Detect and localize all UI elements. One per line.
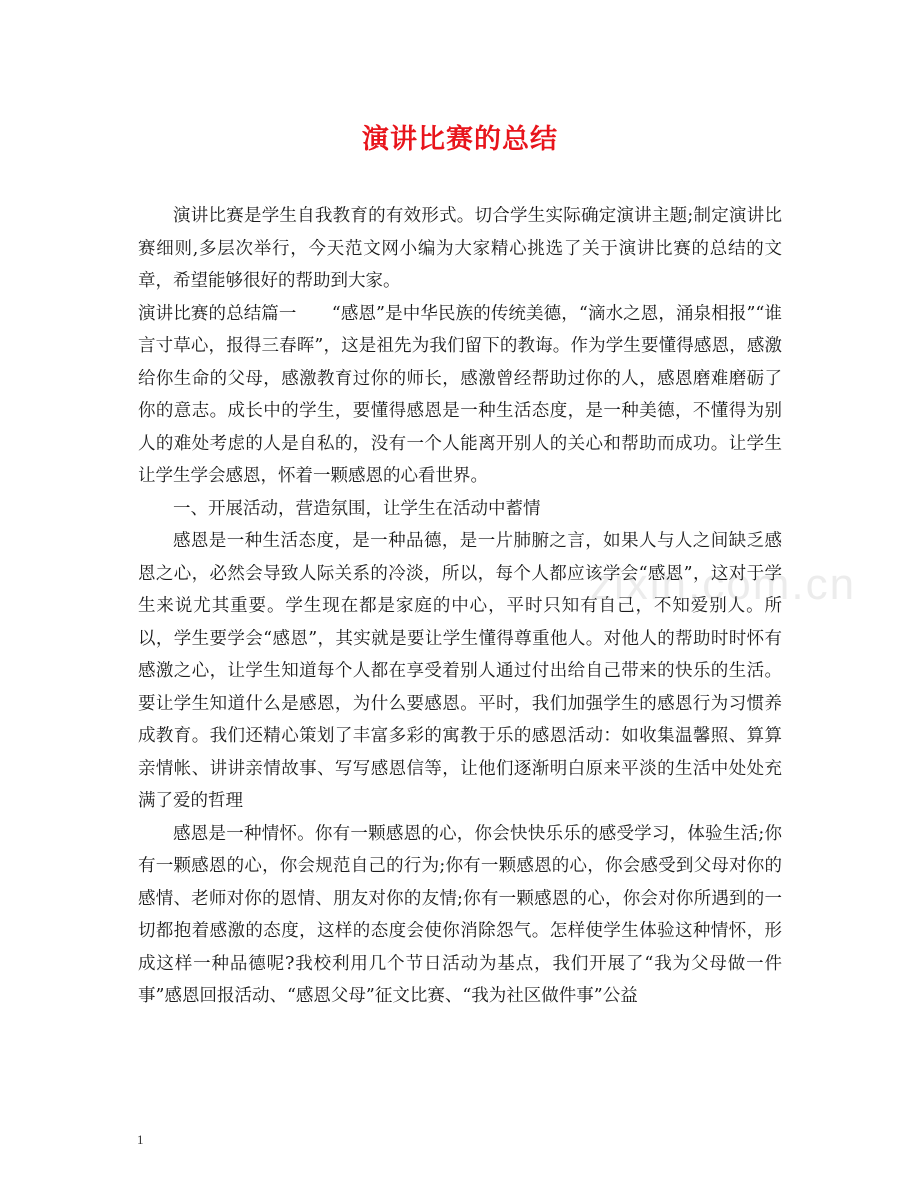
paragraph-intro: 演讲比赛是学生自我教育的有效形式。切合学生实际确定演讲主题;制定演讲比赛细则,多层次举行，今天范文网小编为大家精心挑选了关于演讲比赛的总结的文章，希望能够很好的帮助到大家。 [138, 206, 782, 291]
watermark: zixin.com.cn [590, 560, 857, 609]
page-number: 1 [137, 1132, 144, 1147]
heading-activities: 一、开展活动，营造氛围，让学生在活动中蓄情 [173, 498, 541, 519]
paragraph-section-one: 演讲比赛的总结篇一 “感恩”是中华民族的传统美德，“滴水之恩，涌泉相报”“谁言寸草心，报得三春晖”，这是祖先为我们留下的教诲。作为学生要懂得感恩，感激给你生命的父母，感激教育过你的师长，感激曾经帮助过你的人，感恩磨难磨砺了你的意志。成长中的学生，要懂得感恩是一种生活态度，是一种美德，不懂得为别人的难处考虑的人是自私的，没有一个人能离开别人的关心和帮助而成功。让学生让学生学会感恩，怀着一颗感恩的心看世界。 [138, 303, 782, 486]
document-body [138, 200, 782, 1013]
document-title: 演讲比赛的总结 [362, 124, 558, 155]
paragraph-gratitude-attitude: 感恩是一种生活态度，是一种品德，是一片肺腑之言，如果人与人之间缺乏感恩之心，必然会导致人际关系的冷淡，所以，每个人都应该学会“感恩”，这对于学生来说尤其重要。学生现在都是家庭的中心，平时只知有自己，不知爱别人。所以，学生要学会“感恩”，其实就是要让学生懂得尊重他人。对他人的帮助时时怀有感激之心，让学生知道每个人都在享受着别人通过付出给自己带来的快乐的生活。要让学生知道什么是感恩，为什么要感恩。平时，我们加强学生的感恩行为习惯养成教育。我们还精心策划了丰富多彩的寓教于乐的感恩活动：如收集温馨照、算算亲情帐、讲讲亲情故事、写写感恩信等，让他们逐渐明白原来平淡的生活中处处充满了爱的哲理 [138, 531, 782, 811]
paragraph-gratitude-feeling: 感恩是一种情怀。你有一颗感恩的心，你会快快乐乐的感受学习，体验生活;你有一颗感恩的心，你会规范自己的行为;你有一颗感恩的心，你会感受到父母对你的感情、老师对你的恩情、朋友对你的友情;你有一颗感恩的心，你会对你所遇到的一切都抱着感激的态度，这样的态度会使你消除怨气。怎样使学生体验这种情怀，形成这样一种品德呢?我校利用几个节日活动为基点，我们开展了“我为父母做一件事”感恩回报活动、“感恩父母”征文比赛、“我为社区做件事”公益 [138, 823, 782, 1006]
